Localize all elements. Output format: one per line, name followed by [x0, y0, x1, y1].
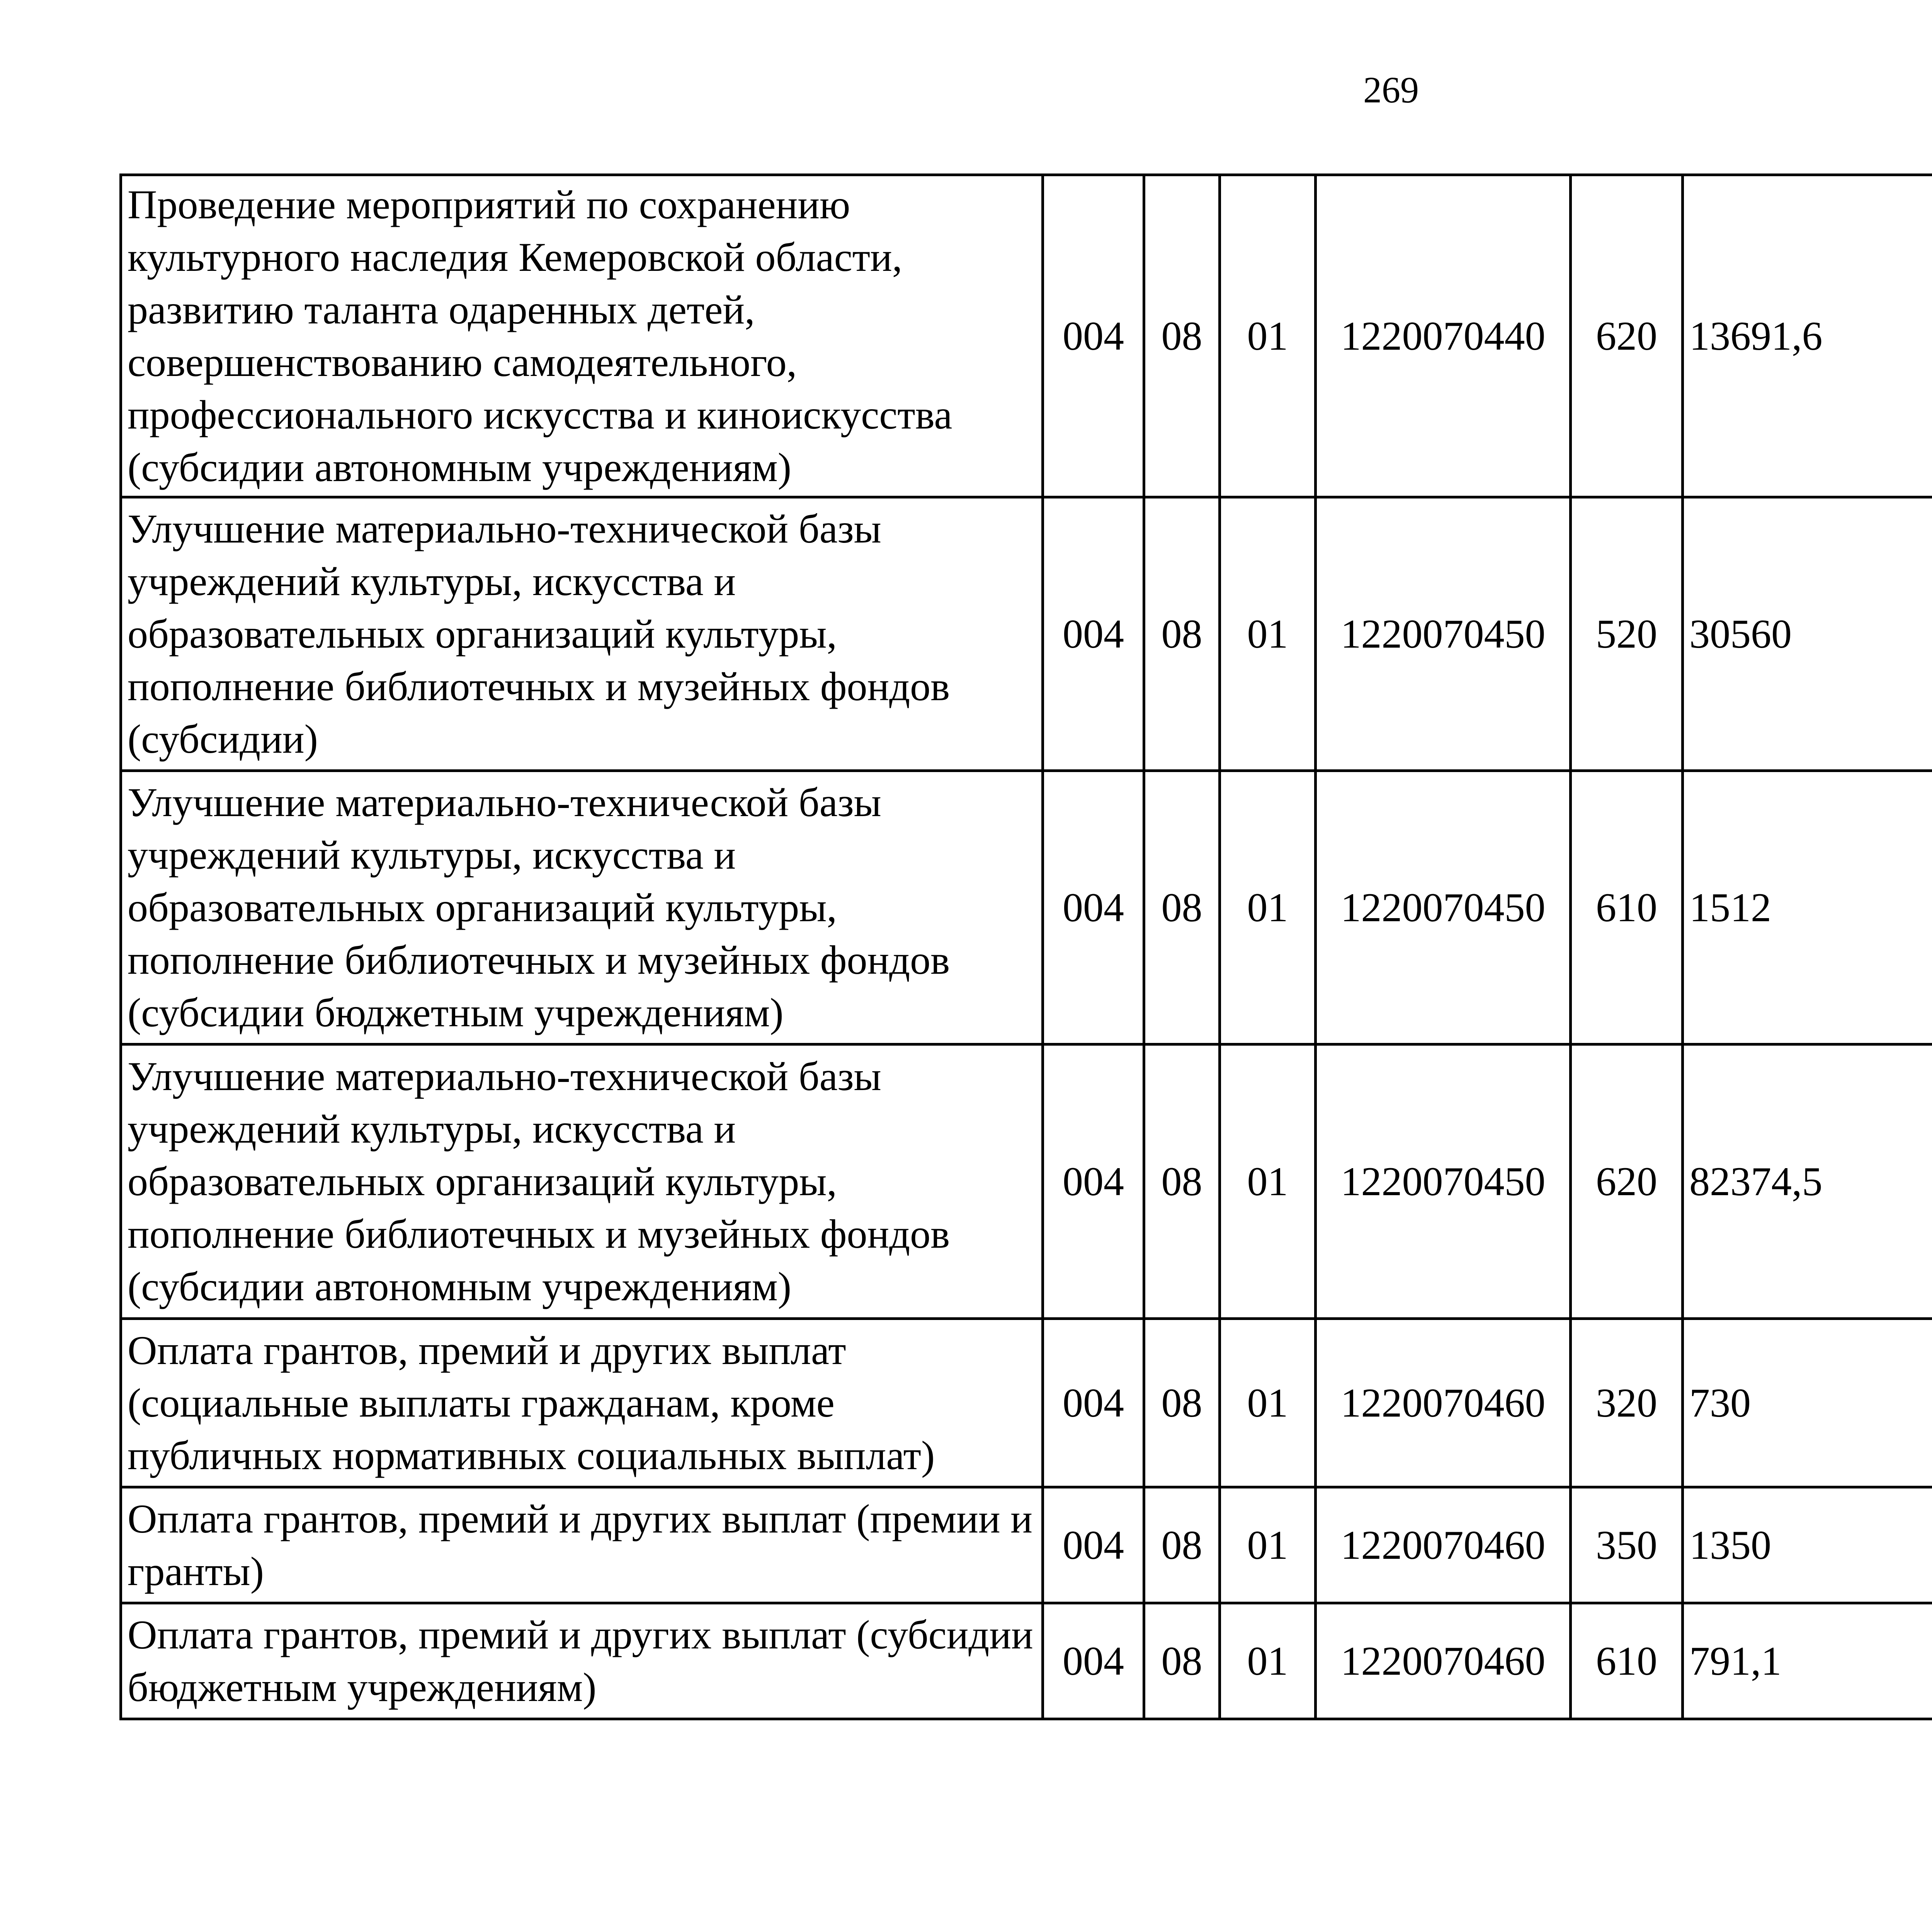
- amount-year-1: 1512: [1683, 771, 1932, 1044]
- row-description: Улучшение материально-технической базы учреждений культуры, искусства и образовательных организаций культуры, пополнение библиотечных и музейных фондов (субсидии бюджетным учреждениям): [121, 771, 1043, 1044]
- row-description: Проведение мероприятий по сохранению культурного наследия Кемеровской области, развитию таланта одаренных детей, совершенствованию самодеятельного, профессионального искусства и киноискусства (субсидии автономным учреждениям): [121, 175, 1043, 497]
- budget-table: [119, 173, 1932, 1720]
- section-code: 08: [1144, 497, 1220, 771]
- row-description: Оплата грантов, премий и других выплат (социальные выплаты гражданам, кроме публичных нормативных социальных выплат): [121, 1319, 1043, 1487]
- amount-year-1: 30560: [1683, 497, 1932, 771]
- amount-year-1: 730: [1683, 1319, 1932, 1487]
- target-article-code: 1220070450: [1316, 497, 1571, 771]
- page-number: 269: [1363, 69, 1419, 111]
- target-article-code: 1220070460: [1316, 1487, 1571, 1603]
- amount-year-1: 1350: [1683, 1487, 1932, 1603]
- target-article-code: 1220070450: [1316, 1044, 1571, 1319]
- section-code: 08: [1144, 1603, 1220, 1719]
- expense-type-code: 350: [1571, 1487, 1683, 1603]
- expense-type-code: 520: [1571, 497, 1683, 771]
- table-row: [121, 1319, 1932, 1487]
- ministry-code: 004: [1043, 771, 1144, 1044]
- table-row: [121, 1487, 1932, 1603]
- section-code: 08: [1144, 1044, 1220, 1319]
- amount-year-1: 13691,6: [1683, 175, 1932, 497]
- amount-year-1: 791,1: [1683, 1603, 1932, 1719]
- section-code: 08: [1144, 771, 1220, 1044]
- ministry-code: 004: [1043, 175, 1144, 497]
- target-article-code: 1220070440: [1316, 175, 1571, 497]
- ministry-code: 004: [1043, 497, 1144, 771]
- table-row: [121, 1603, 1932, 1719]
- expense-type-code: 610: [1571, 1603, 1683, 1719]
- row-description: Улучшение материально-технической базы учреждений культуры, искусства и образовательных организаций культуры, пополнение библиотечных и музейных фондов (субсидии): [121, 497, 1043, 771]
- table-row: [121, 175, 1932, 497]
- row-description: Улучшение материально-технической базы учреждений культуры, искусства и образовательных организаций культуры, пополнение библиотечных и музейных фондов (субсидии автономным учреждениям): [121, 1044, 1043, 1319]
- section-code: 08: [1144, 1319, 1220, 1487]
- subsection-code: 01: [1220, 1044, 1316, 1319]
- expense-type-code: 620: [1571, 175, 1683, 497]
- ministry-code: 004: [1043, 1044, 1144, 1319]
- section-code: 08: [1144, 175, 1220, 497]
- ministry-code: 004: [1043, 1487, 1144, 1603]
- target-article-code: 1220070460: [1316, 1319, 1571, 1487]
- amount-year-1: 82374,5: [1683, 1044, 1932, 1319]
- expense-type-code: 610: [1571, 771, 1683, 1044]
- target-article-code: 1220070460: [1316, 1603, 1571, 1719]
- subsection-code: 01: [1220, 1319, 1316, 1487]
- expense-type-code: 620: [1571, 1044, 1683, 1319]
- target-article-code: 1220070450: [1316, 771, 1571, 1044]
- table-row: [121, 771, 1932, 1044]
- table-row: [121, 497, 1932, 771]
- section-code: 08: [1144, 1487, 1220, 1603]
- subsection-code: 01: [1220, 1603, 1316, 1719]
- subsection-code: 01: [1220, 175, 1316, 497]
- subsection-code: 01: [1220, 497, 1316, 771]
- row-description: Оплата грантов, премий и других выплат (премии и гранты): [121, 1487, 1043, 1603]
- subsection-code: 01: [1220, 771, 1316, 1044]
- ministry-code: 004: [1043, 1319, 1144, 1487]
- subsection-code: 01: [1220, 1487, 1316, 1603]
- table-row: [121, 1044, 1932, 1319]
- expense-type-code: 320: [1571, 1319, 1683, 1487]
- row-description: Оплата грантов, премий и других выплат (субсидии бюджетным учреждениям): [121, 1603, 1043, 1719]
- ministry-code: 004: [1043, 1603, 1144, 1719]
